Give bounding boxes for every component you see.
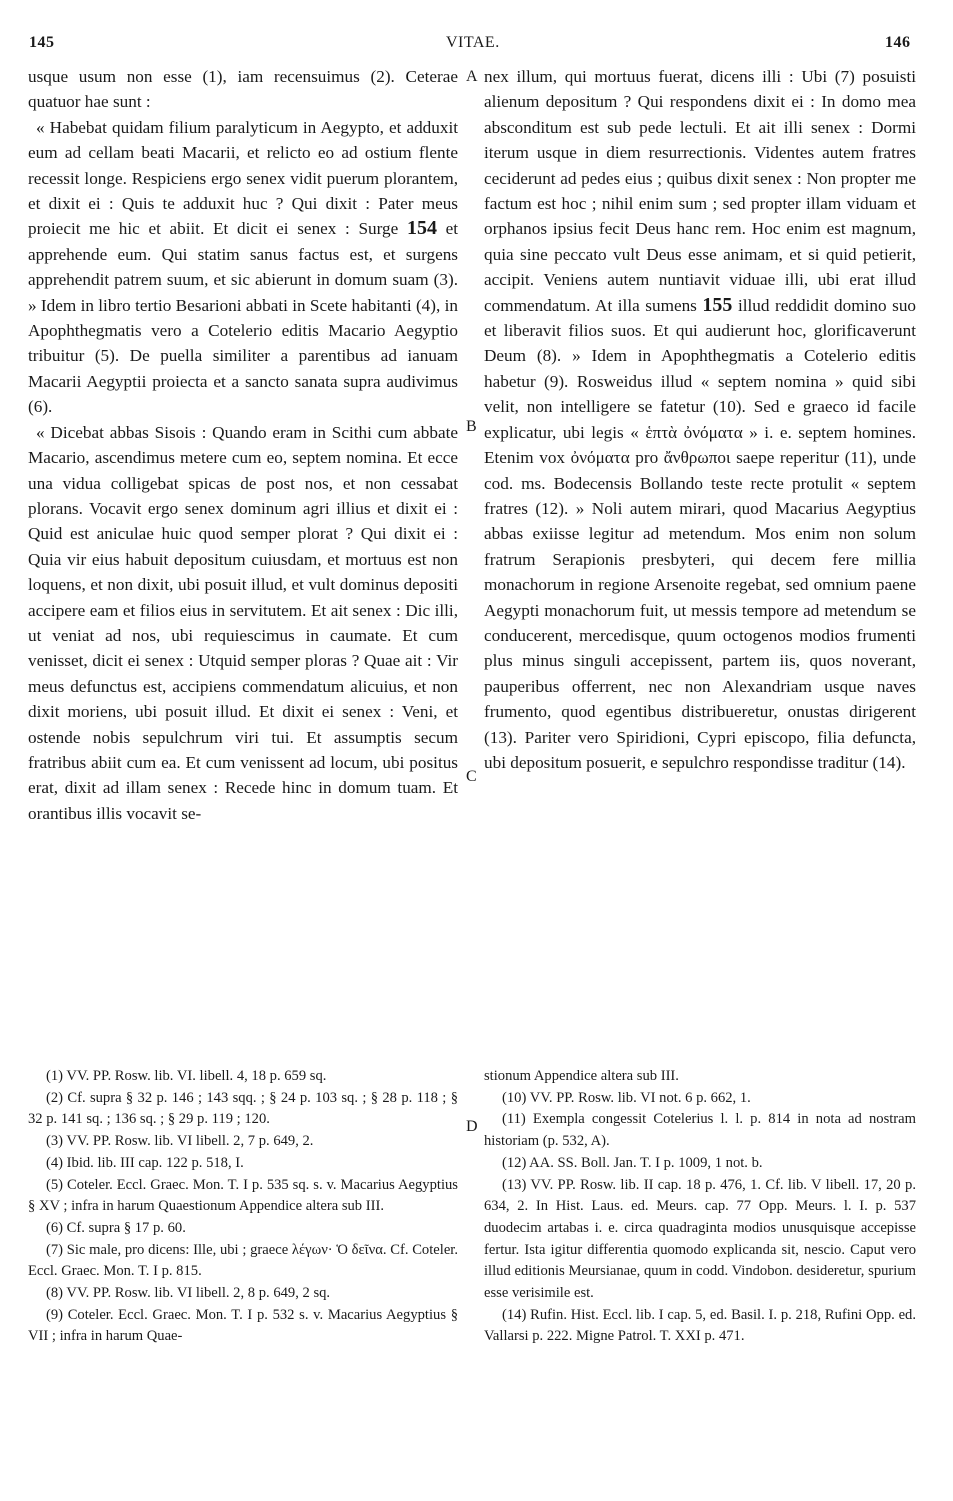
footnote: (2) Cf. supra § 32 p. 146 ; 143 sqq. ; § 24 p. 103 sq. ; § 28 p. 118 ; § 32 p. 141 sq. ; 136 sq. ; § 29 p. 119 ; 120. [28,1089,458,1128]
section-number: 155 [702,293,733,316]
paragraph: « Dicebat abbas Sisois : Quando eram in Scithi cum abbate Macario, ascendimus metere cum eo, septem nomina. Et ecce una vidua colligebat spicas de post nos, et non cessabat plorans. Vocavit ergo senex dominum agri illius et dixit ei : Quid est aniculae huic quod semper plorat ? Qui dixit ei : Quia vir eius habuit depositum cuiusdam, et mortuus est non loquens, et non dixit, ubi posuit illud, et vult dominus depositi accipere eam et filios eius in servitutem. Et ait senex : Dic illi, ut veniat ad nos, ubi requiescimus in caumate. Et cum venisset, dicit ei senex : Utquid semper ploras ? Quae ait : Vir meus defunctus est, accipiens commendatum alicuius, et non dixit moriens, ubi posuit illud. Et dixit ei senex : Veni, et ostende nobis sepulchrum viri tui. Et assumptis secum fratribus abiit cum ea. Et cum venissent ad locum, ubi positus erat, dixit ad illam senex : Recede hinc in domum tuam. Et orantibus illis vocavit se- [28,422,458,823]
paragraph-text: nex illum, qui mortuus fuerat, dicens illi : Ubi (7) posuisti alienum depositum ? Qui respondens dixit ei : In domo mea absconditum est sub pede lectuli. Et ait illi senex : Dormi iterum usque in diem resurrectionis. Videntes autem fratres ceciderunt ad pedes eius ; quibus dixit senex : Non propter me factum est hoc ; nihil enim sum ; sed propter illam viduam et orphanos ipsius fecit Deus hanc rem. Hoc enim est magnum, quia sine peccato vult Deus esse animam, et si quid petierit, accipit. Veniens autem nuntiavit viduae illi, ubi erat illud commendatum. At illa sumens [484,67,916,315]
footnotes-right [484,1066,916,1348]
page-number-right: 146 [885,34,911,51]
footnote: (11) Exempla congessit Cotelerius l. l. p. 814 in nota ad nostram historiam (p. 532, A). [484,1111,916,1150]
right-column [484,64,916,775]
footnote: (13) VV. PP. Rosw. lib. II cap. 18 p. 476, 1. Cf. lib. V libell. 17, 20 p. 634, 2. In Hist. Laus. ed. Meurs. cap. 77 Opp. Meurs. l. I. p. 537 duodecim artabas i. e. circa quadraginta modios unusquisque accepisse fertur. Ista igitur differentia quomodo explicanda sit, nescio. Caput vero illud editionis Meursianae, quum in codd. Vindobon. desideretur, spurium esse verisimile est. [484,1176,916,1302]
footnote: (14) Rufin. Hist. Eccl. lib. I cap. 5, ed. Basil. I. p. 218, Rufini Opp. ed. Vallarsi p. 222. Migne Patrol. T. XXI p. 471. [484,1306,916,1345]
paragraph [28,115,458,420]
footnotes-left [28,1066,458,1348]
paragraph [484,64,916,775]
page-number-left: 145 [29,34,55,51]
footnote: (9) Coteler. Eccl. Graec. Mon. T. I p. 532 s. v. Macarius Aegyptius § VII ; infra in harum Quae- [28,1306,458,1345]
running-title: VITAE. [446,34,500,51]
paragraph-text: « Habebat quidam filium paralyticum in Aegypto, et adduxit eum ad cellam beati Macarii, et relicto eo ad ostium flente recessit longe. Respiciens ergo senex vidit puerum plorantem, et dixit ei : Quis te adduxit huc ? Qui dixit : Pater meus proiecit me hic et abiit. Et dicit ei senex : Surge [28,117,458,239]
paragraph: usque usum non esse (1), iam recensuimus (2). Ceterae quatuor hae sunt : [28,67,458,112]
footnote: (3) VV. PP. Rosw. lib. VI libell. 2, 7 p. 649, 2. [46,1133,314,1150]
footnote: (1) VV. PP. Rosw. lib. VI. libell. 4, 18 p. 659 sq. [46,1068,327,1084]
paragraph-text: illud reddidit domino suo et liberavit filios suos. Et qui audierunt hoc, glorificaverunt Deum (8). » Idem in Apophthegmatis a Cotelerio editis habetur (9). Rosweidus illud « septem nomina » quid sibi velit, non intelligere se fatetur (10). Sed e graeco id facile explicatur, ubi legis « ἑπτὰ ὀνόματα » i. e. septem homines. Etenim vox ὀνόματα pro ἄνθρωποι saepe reperitur (11), unde cod. ms. Bodecensis Bollando teste recte protulit « septem fratres (12). » Noli autem mirari, quod Macarius Aegyptius abbas exiisse legitur ad metendum. Mos enim non solum fratrum Serapionis presbyteri, qui decem fere millia monachorum in regione Arsenoite regebat, sed omnium paene Aegypti monachorum fuit, ut messis tempore ad metendum se conducerent, mercedisque, quum octogenos modios frumenti plus minus singuli accepissent, partem iis, quos noverant, pauperibus offerrent, nec non Alexandriam usque naves frumento, quod egentibus distribueretur, onustas dirigerent (13). Pariter vero Spiridioni, Cypri episcopo, filia defuncta, ubi depositum posuerit, e sepulchro respondisse traditur (14). [484,295,917,772]
footnote: (10) VV. PP. Rosw. lib. VI not. 6 p. 662, 1. [502,1089,751,1106]
margin-letter-b: B [466,418,477,435]
margin-letter-d: D [466,1118,478,1135]
footnote: (6) Cf. supra § 17 p. 60. [46,1219,186,1236]
margin-letter-a: A [466,68,478,85]
footnote: stionum Appendice altera sub III. [484,1068,679,1084]
left-column [28,64,458,826]
footnote: (7) Sic male, pro dicens: Ille, ubi ; graece λέγων· Ὁ δεῖνα. Cf. Coteler. Eccl. Graec. Mon. T. I p. 815. [28,1241,458,1280]
footnote: (8) VV. PP. Rosw. lib. VI libell. 2, 8 p. 649, 2 sq. [46,1285,331,1302]
footnote: (5) Coteler. Eccl. Graec. Mon. T. I p. 535 sq. s. v. Macarius Aegyptius § XV ; infra in harum Quaestionum Appendice altera sub III. [28,1176,458,1215]
footnote: (4) Ibid. lib. III cap. 122 p. 518, I. [46,1154,244,1171]
section-number: 154 [406,217,437,240]
footnote: (12) AA. SS. Boll. Jan. T. I p. 1009, 1 not. b. [502,1154,763,1171]
paragraph-text: et apprehende eum. Qui statim sanus factus est, et surgens apprehendit patrem suum, et sic abierunt in domum suam (3). » Idem in libro tertio Besarioni abbati in Scete habitanti (4), in Apophthegmatis vero a Cotelerio editis Macario Aegyptio tribuitur (5). De puella similiter a parentibus ad ianuam Macarii Aegyptii proiecta et a sancto sanata supra audivimus (6). [28,219,459,417]
margin-letter-c: C [466,768,477,785]
